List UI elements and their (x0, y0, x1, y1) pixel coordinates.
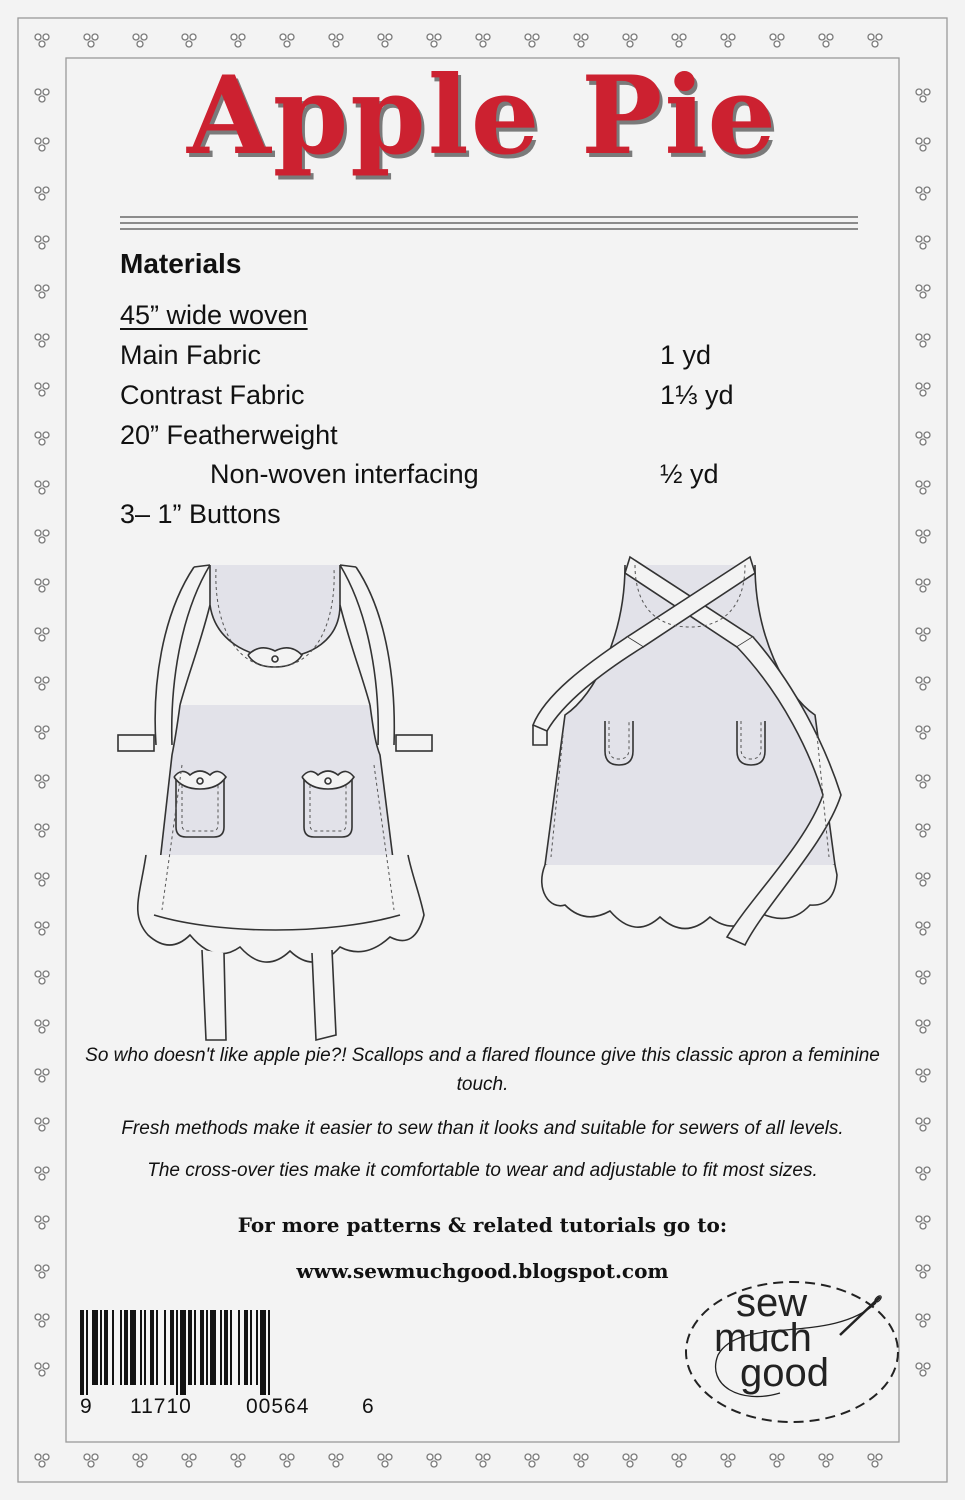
barcode-bar (200, 1310, 204, 1385)
barcode-bar (92, 1310, 98, 1385)
barcode-bar (206, 1310, 208, 1385)
barcode-digit: 11710 (130, 1395, 192, 1418)
barcode-bar (130, 1310, 136, 1385)
logo-text-sew: sew (736, 1281, 808, 1325)
dot-cluster-ornament (574, 34, 588, 47)
title-rule-bottom (120, 228, 858, 230)
material-amount: 1⅓ yd (660, 380, 734, 410)
dot-cluster-ornament (35, 1314, 49, 1327)
materials-subheading: 45” wide woven (120, 300, 308, 330)
website-url[interactable]: www.sewmuchgood.blogspot.com (296, 1259, 669, 1283)
barcode-bar (100, 1310, 102, 1385)
dot-cluster-ornament (916, 677, 930, 690)
barcode-bar (194, 1310, 196, 1385)
dot-cluster-ornament (916, 628, 930, 641)
dot-cluster-ornament (84, 1454, 98, 1467)
dot-cluster-ornament (35, 824, 49, 837)
dot-cluster-ornament (35, 1069, 49, 1082)
dot-cluster-ornament (35, 922, 49, 935)
barcode-digit: 9 (80, 1395, 93, 1418)
dot-cluster-ornament (623, 1454, 637, 1467)
dot-cluster-ornament (329, 1454, 343, 1467)
barcode-bar (144, 1310, 146, 1385)
dot-cluster-ornament (916, 971, 930, 984)
dot-cluster-ornament (525, 1454, 539, 1467)
dot-cluster-ornament (721, 34, 735, 47)
pattern-title: Apple Pie (186, 53, 779, 179)
title-rule-mid (120, 222, 858, 224)
dot-cluster-ornament (182, 34, 196, 47)
dot-cluster-ornament (916, 530, 930, 543)
barcode-bar (230, 1310, 232, 1385)
dot-cluster-ornament (35, 187, 49, 200)
dot-cluster-ornament (35, 1020, 49, 1033)
logo-text-good: good (740, 1351, 829, 1395)
dot-cluster-ornament (916, 1167, 930, 1180)
dot-cluster-ornament (819, 1454, 833, 1467)
dot-cluster-ornament (916, 481, 930, 494)
dot-cluster-ornament (133, 1454, 147, 1467)
barcode-bar (176, 1310, 178, 1395)
dot-cluster-ornament (35, 285, 49, 298)
title-rule-top (120, 216, 858, 218)
dot-cluster-ornament (916, 1020, 930, 1033)
dot-cluster-ornament (378, 1454, 392, 1467)
dot-cluster-ornament (378, 34, 392, 47)
dot-cluster-ornament (35, 1167, 49, 1180)
dot-cluster-ornament (916, 922, 930, 935)
dot-cluster-ornament (525, 34, 539, 47)
barcode-bar (220, 1310, 222, 1385)
dot-cluster-ornament (35, 481, 49, 494)
description-paragraph-2: Fresh methods make it easier to sew than it looks and suitable for sewers of all levels. (121, 1118, 844, 1139)
barcode-bar (150, 1310, 154, 1385)
material-label: 20” Featherweight (120, 420, 338, 450)
dot-cluster-ornament (819, 34, 833, 47)
dot-cluster-ornament (35, 334, 49, 347)
dot-cluster-ornament (182, 1454, 196, 1467)
barcode-bar (104, 1310, 108, 1385)
dot-cluster-ornament (916, 1363, 930, 1376)
description-paragraph-3: The cross-over ties make it comfortable to wear and adjustable to fit most sizes. (147, 1160, 818, 1181)
dot-cluster-ornament (280, 1454, 294, 1467)
dot-cluster-ornament (916, 824, 930, 837)
barcode-bar (268, 1310, 270, 1395)
dot-cluster-ornament (916, 383, 930, 396)
dot-cluster-ornament (35, 726, 49, 739)
logo-text-much: much (714, 1316, 812, 1360)
apron-back-illustration (505, 545, 875, 955)
material-label: Contrast Fabric (120, 380, 305, 410)
barcode-bar (224, 1310, 228, 1385)
dot-cluster-ornament (476, 34, 490, 47)
barcode-bar (80, 1310, 84, 1395)
dot-cluster-ornament (672, 1454, 686, 1467)
dot-cluster-ornament (35, 530, 49, 543)
dot-cluster-ornament (427, 34, 441, 47)
dot-cluster-ornament (35, 34, 49, 47)
material-label: 3– 1” Buttons (120, 499, 281, 529)
barcode-bar (164, 1310, 166, 1385)
barcode-bar (140, 1310, 142, 1385)
dot-cluster-ornament (916, 236, 930, 249)
barcode-bar (170, 1310, 174, 1385)
dot-cluster-ornament (231, 34, 245, 47)
dot-cluster-ornament (916, 726, 930, 739)
dot-cluster-ornament (35, 677, 49, 690)
dot-cluster-ornament (35, 432, 49, 445)
dot-cluster-ornament (427, 1454, 441, 1467)
material-label: Main Fabric (120, 340, 262, 370)
dot-cluster-ornament (770, 34, 784, 47)
dot-cluster-ornament (35, 1454, 49, 1467)
barcode-bar (124, 1310, 128, 1385)
barcode-bar (250, 1310, 252, 1385)
dot-cluster-ornament (35, 236, 49, 249)
dot-cluster-ornament (721, 1454, 735, 1467)
barcode-bar (238, 1310, 240, 1385)
barcode-bar (244, 1310, 248, 1385)
material-amount: ½ yd (660, 459, 719, 489)
apron-front-illustration (90, 555, 460, 1045)
dot-cluster-ornament (476, 1454, 490, 1467)
dot-cluster-ornament (35, 383, 49, 396)
materials-heading: Materials (120, 248, 242, 279)
dot-cluster-ornament (35, 775, 49, 788)
dot-cluster-ornament (916, 579, 930, 592)
barcode-bar (210, 1310, 216, 1385)
dot-cluster-ornament (35, 579, 49, 592)
dot-cluster-ornament (35, 1118, 49, 1131)
dot-cluster-ornament (35, 873, 49, 886)
dot-cluster-ornament (916, 1314, 930, 1327)
barcode-bar (188, 1310, 192, 1385)
dot-cluster-ornament (916, 1069, 930, 1082)
dot-cluster-ornament (329, 34, 343, 47)
more-patterns-text: For more patterns & related tutorials go to: (237, 1213, 728, 1237)
needle-icon (840, 1297, 880, 1335)
dot-cluster-ornament (916, 285, 930, 298)
dot-cluster-ornament (231, 1454, 245, 1467)
dot-cluster-ornament (280, 34, 294, 47)
dot-cluster-ornament (84, 34, 98, 47)
barcode-digit: 00564 (246, 1395, 310, 1418)
barcode-bar (120, 1310, 122, 1385)
dot-cluster-ornament (574, 1454, 588, 1467)
barcode (60, 1310, 370, 1395)
dot-cluster-ornament (916, 334, 930, 347)
dot-cluster-ornament (868, 1454, 882, 1467)
dot-cluster-ornament (133, 34, 147, 47)
dot-cluster-ornament (916, 1118, 930, 1131)
dot-cluster-ornament (916, 775, 930, 788)
dot-cluster-ornament (916, 432, 930, 445)
barcode-bar (112, 1310, 114, 1385)
description-paragraph-1: So who doesn't like apple pie?! Scallops and a flared flounce give this classic apron a feminine touch. (85, 1045, 880, 1095)
barcode-bar (86, 1310, 88, 1395)
barcode-bar (180, 1310, 186, 1395)
barcode-digit: 6 (362, 1395, 375, 1418)
material-amount: 1 yd (660, 340, 712, 370)
dot-cluster-ornament (770, 1454, 784, 1467)
barcode-bar (156, 1310, 158, 1385)
dot-cluster-ornament (35, 1363, 49, 1376)
dot-cluster-ornament (916, 873, 930, 886)
barcode-bar (260, 1310, 266, 1395)
dot-cluster-ornament (35, 628, 49, 641)
dot-cluster-ornament (868, 34, 882, 47)
dot-cluster-ornament (916, 187, 930, 200)
material-label: Non-woven interfacing (210, 459, 479, 489)
dot-cluster-ornament (672, 34, 686, 47)
barcode-bar (256, 1310, 258, 1385)
dot-cluster-ornament (623, 34, 637, 47)
dot-cluster-ornament (35, 971, 49, 984)
